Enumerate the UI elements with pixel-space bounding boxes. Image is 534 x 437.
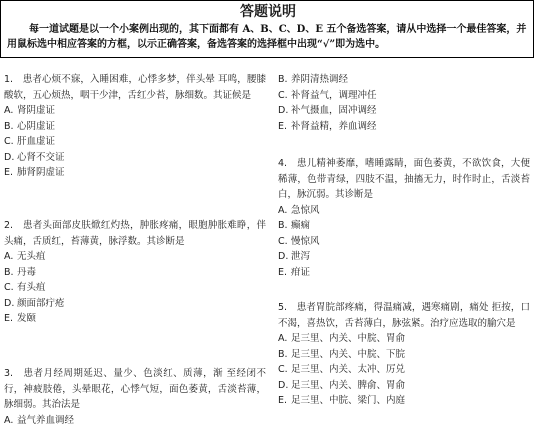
- option-letter: A.: [4, 105, 14, 116]
- question-stem: 4. 患儿精神萎靡，嗜睡露睛，面色萎黄，不欲饮食，大便稀薄，色带青绿，四肢不温，抽搐无力，时作时止，舌淡苔白，脉沉弱。其诊断是: [278, 158, 530, 200]
- option-letter: E.: [4, 167, 14, 178]
- option-text: 补肾益气，调理冲任: [291, 89, 377, 101]
- option-b[interactable]: [278, 347, 530, 363]
- option-text: 足三里、内关、中脘、下脘: [291, 348, 406, 360]
- option-text: 疳证: [291, 266, 311, 278]
- option-letter: B.: [278, 74, 288, 85]
- option-text: 急惊风: [291, 204, 320, 216]
- option-letter: B.: [4, 266, 14, 278]
- option-e[interactable]: [4, 165, 266, 181]
- option-c[interactable]: [4, 134, 266, 150]
- option-text: 补气摄血，固冲调经: [291, 105, 377, 116]
- option-text: 养阴清热调经: [291, 74, 349, 85]
- instructions-title: 答题说明: [240, 4, 296, 20]
- instructions-text: 每一道试题是以一个小案例出现的，其下面都有 A、B、C、D、E 五个备选答案，请从中选择一个最佳答案，并用鼠标选中相应答案的方框，以示正确答案，备选答案的选择框中出现“√”即为选中。: [7, 24, 527, 50]
- question-4: [278, 156, 530, 280]
- option-letter: D.: [4, 151, 15, 163]
- question-3: [4, 366, 266, 428]
- option-letter: A.: [278, 333, 288, 344]
- option-letter: C.: [278, 364, 288, 375]
- option-letter: C.: [4, 282, 14, 293]
- option-text: 足三里、中脘、梁门、内庭: [291, 395, 406, 406]
- option-letter: C.: [278, 235, 288, 247]
- option-c[interactable]: [278, 234, 530, 250]
- option-a[interactable]: [278, 331, 530, 347]
- option-text: 足三里、内关、中脘、胃俞: [291, 333, 406, 344]
- question-3-continued: [278, 72, 530, 134]
- option-text: 肺肾阴虚证: [17, 167, 65, 178]
- question-2: [4, 218, 266, 327]
- question-stem: 5. 患者胃脘部疼痛，得温痛减，遇寒痛剧，痛处 拒按，口不渴，喜热饮，舌苔薄白，脉弦紧。治疗应选取的腧穴是: [278, 302, 530, 329]
- option-d[interactable]: [4, 150, 266, 166]
- option-d[interactable]: [278, 249, 530, 265]
- option-text: 无头疽: [17, 251, 46, 262]
- option-text: 补肾益精，养血调经: [291, 120, 377, 132]
- option-b[interactable]: [4, 119, 266, 135]
- option-letter: B.: [278, 220, 288, 231]
- option-b[interactable]: [278, 218, 530, 234]
- option-d[interactable]: [278, 378, 530, 394]
- option-text: 足三里、内关、太冲、厉兑: [291, 364, 406, 375]
- option-letter: E.: [278, 266, 288, 278]
- option-letter: A.: [278, 204, 288, 216]
- option-text: 丹毒: [17, 266, 37, 278]
- option-c[interactable]: [4, 280, 266, 296]
- option-letter: E.: [4, 313, 14, 324]
- option-text: 肝血虚证: [17, 136, 56, 147]
- option-letter: D.: [278, 251, 289, 262]
- option-c[interactable]: [278, 88, 530, 104]
- option-a[interactable]: [4, 249, 266, 265]
- option-text: 有头疽: [17, 282, 46, 293]
- option-text: 颜面部疔疮: [17, 297, 65, 309]
- option-text: 肾阴虚证: [17, 105, 56, 116]
- option-letter: C.: [4, 136, 14, 147]
- question-stem: 2. 患者头面部皮肤焮红灼热，肿胀疼痛，眼胞肿胀难睁，伴头痛，舌质红，苔薄黄，脉浮数。其诊断是: [4, 220, 266, 247]
- option-text: 心阴虚证: [17, 120, 56, 132]
- option-letter: D.: [278, 105, 289, 116]
- option-a[interactable]: [4, 413, 266, 429]
- option-c[interactable]: [278, 362, 530, 378]
- option-letter: D.: [278, 379, 289, 391]
- option-text: 足三里、内关、脾俞、胃俞: [291, 379, 406, 391]
- option-letter: E.: [278, 395, 288, 406]
- option-text: 心肾不交证: [17, 151, 65, 163]
- option-letter: A.: [4, 414, 14, 426]
- instructions-box: [0, 0, 534, 58]
- option-letter: D.: [4, 297, 15, 309]
- option-e[interactable]: [278, 393, 530, 409]
- option-e[interactable]: [4, 311, 266, 327]
- question-5: [278, 300, 530, 409]
- question-stem: 3. 患者月经周期延迟、量少、色淡红、质薄，渐 至经闭不行，神疲肢倦，头晕眼花，心悸气短，面色萎黄，舌淡苔薄，脉细弱。其治法是: [4, 368, 266, 410]
- question-1: [4, 72, 266, 181]
- option-text: 发颐: [17, 313, 37, 324]
- option-b[interactable]: [278, 72, 530, 88]
- option-d[interactable]: [278, 103, 530, 119]
- option-letter: A.: [4, 251, 14, 262]
- option-text: 益气养血调经: [17, 414, 75, 426]
- option-letter: C.: [278, 89, 288, 101]
- option-text: 泄泻: [291, 251, 311, 262]
- option-b[interactable]: [4, 265, 266, 281]
- option-d[interactable]: [4, 296, 266, 312]
- option-letter: E.: [278, 120, 288, 132]
- option-a[interactable]: [4, 103, 266, 119]
- option-e[interactable]: [278, 119, 530, 135]
- option-text: 癫痫: [291, 220, 311, 231]
- question-stem: 1. 患者心烦不寐，入睡困难，心悸多梦，伴头晕 耳鸣，腰膝酸软，五心烦热，咽干少津，舌红少苔，脉细数。其证候是: [4, 74, 266, 101]
- option-letter: B.: [4, 120, 14, 132]
- option-a[interactable]: [278, 203, 530, 219]
- option-e[interactable]: [278, 265, 530, 281]
- option-text: 慢惊风: [291, 235, 320, 247]
- option-letter: B.: [278, 348, 288, 360]
